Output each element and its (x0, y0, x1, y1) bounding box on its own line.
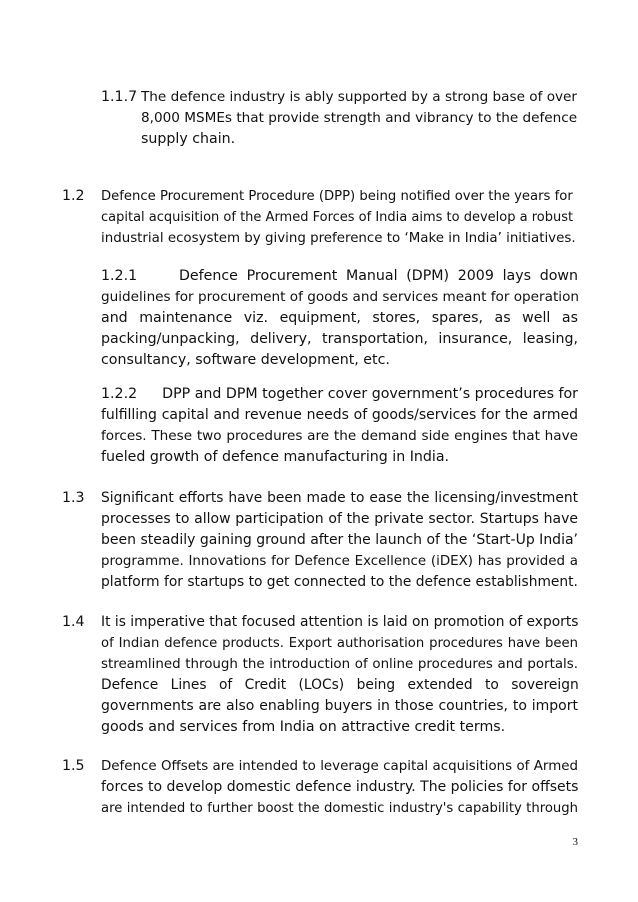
text-line: are intended to further boost the domestic industry's capability through (101, 801, 578, 816)
text-line: processes to allow participation of the private sector. Startups have (101, 511, 578, 527)
text-line: Significant efforts have been made to ease the licensing/investment (101, 490, 578, 506)
text-line: programme. Innovations for Defence Excellence (iDEX) has provided a (101, 554, 578, 569)
text-line: forces to develop domestic defence industry. The policies for offsets (101, 779, 579, 795)
text-line: fueled growth of defence manufacturing in India. (101, 449, 450, 465)
text-line: 8,000 MSMEs that provide strength and vibrancy to the defence (141, 110, 578, 126)
paragraph-1-2-2 (101, 384, 578, 468)
para-number-1-3: 1.3 (62, 490, 85, 506)
para-number-1-2-2: 1.2.2 (101, 386, 138, 402)
text-line: consultancy, software development, etc. (101, 352, 390, 368)
text-line: guidelines for procurement of goods and services meant for operation (101, 289, 580, 305)
text-line: industrial ecosystem by giving preference to ‘Make in India’ initiatives. (101, 231, 576, 246)
para-number-1-4: 1.4 (62, 614, 85, 630)
text-line: platform for startups to get connected to the defence establishment. (101, 574, 578, 590)
text-line-first: DPP and DPM together cover government’s procedures for (162, 386, 578, 402)
text-line: been steadily gaining ground after the launch of the ‘Start-Up India’ (101, 532, 578, 548)
paragraph-1-4 (101, 612, 578, 738)
text-line: packing/unpacking, delivery, transportation, insurance, leasing, (101, 331, 578, 347)
text-line: forces. These two procedures are the demand side engines that have (101, 428, 578, 444)
para-number-1-2: 1.2 (62, 188, 85, 204)
para-number-1-2-1: 1.2.1 (101, 268, 138, 284)
text-line (101, 266, 578, 287)
text-line: It is imperative that focused attention is laid on promotion of exports (101, 614, 579, 630)
paragraph-1-1-7 (141, 87, 578, 150)
text-line: of Indian defence products. Export authorisation procedures have been (101, 636, 578, 651)
paragraph-1-2 (101, 186, 578, 249)
text-line: The defence industry is ably supported by a strong base of over (141, 89, 578, 105)
text-line: Defence Lines of Credit (LOCs) being extended to sovereign (101, 677, 579, 693)
paragraph-1-2-1 (101, 266, 578, 371)
para-number-1-1-7: 1.1.7 (101, 89, 138, 105)
text-line-first: Defence Procurement Manual (DPM) 2009 lays down (179, 268, 578, 284)
text-line: and maintenance viz. equipment, stores, spares, as well as (101, 310, 578, 326)
text-line (101, 384, 578, 405)
text-line: capital acquisition of the Armed Forces of India aims to develop a robust (101, 210, 574, 225)
text-line: streamlined through the introduction of online procedures and portals. (101, 657, 578, 672)
paragraph-1-5 (101, 756, 578, 819)
text-line: fulfilling capital and revenue needs of goods/services for the armed (101, 407, 578, 423)
page-number: 3 (572, 836, 578, 848)
para-number-1-5: 1.5 (62, 758, 85, 774)
text-line: supply chain. (141, 131, 236, 147)
text-line: Defence Procurement Procedure (DPP) being notified over the years for (101, 189, 573, 204)
text-line: governments are also enabling buyers in those countries, to import (101, 698, 578, 714)
paragraph-1-3 (101, 488, 578, 593)
text-line: goods and services from India on attractive credit terms. (101, 719, 506, 735)
text-line: Defence Offsets are intended to leverage capital acquisitions of Armed (101, 759, 578, 774)
